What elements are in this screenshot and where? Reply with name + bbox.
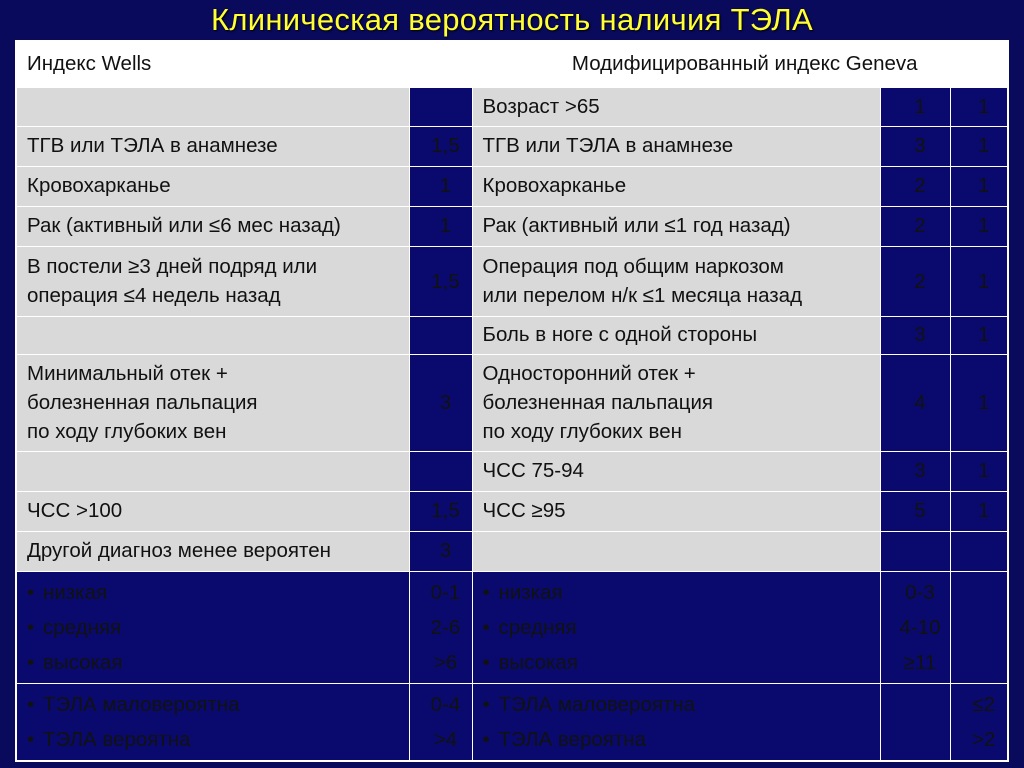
wells-header: Индекс Wells bbox=[16, 41, 472, 87]
geneva-criterion bbox=[472, 531, 880, 571]
criteria-row bbox=[16, 206, 1008, 246]
wells-score-range-value: >6 bbox=[433, 650, 458, 674]
result-label bbox=[483, 610, 880, 645]
geneva-score-range-value bbox=[891, 687, 950, 722]
geneva-criterion bbox=[472, 87, 880, 126]
wells-criterion bbox=[16, 531, 409, 571]
geneva-simplified-points: 1 bbox=[950, 126, 1008, 166]
table-body bbox=[16, 41, 1008, 761]
wells-score-range-value: >4 bbox=[433, 727, 458, 751]
result-label bbox=[27, 610, 409, 645]
wells-criterion bbox=[16, 246, 409, 316]
geneva-criterion bbox=[472, 451, 880, 491]
result-label bbox=[483, 687, 880, 722]
bullet-icon: • bbox=[27, 692, 35, 716]
wells-points bbox=[409, 316, 472, 354]
geneva-simplified-points: 1 bbox=[950, 166, 1008, 206]
geneva-result-labels bbox=[472, 683, 880, 761]
wells-criterion bbox=[16, 316, 409, 354]
geneva-criterion-line: Боль в ноге с одной стороны bbox=[482, 323, 758, 346]
result-label-text: средняя bbox=[43, 615, 122, 639]
criteria-row bbox=[16, 451, 1008, 491]
geneva-criterion-line: ТГВ или ТЭЛА в анамнезе bbox=[482, 134, 734, 157]
geneva-simplified-points: 1 bbox=[950, 354, 1008, 451]
geneva-points: 3 bbox=[880, 316, 950, 354]
geneva-simplified-range bbox=[950, 571, 1008, 683]
geneva-simplified-points: 1 bbox=[950, 451, 1008, 491]
geneva-score-range bbox=[880, 571, 950, 683]
result-label-text: ТЭЛА вероятна bbox=[498, 727, 646, 751]
wells-score-range bbox=[409, 571, 472, 683]
result-label-text: низкая bbox=[43, 580, 108, 604]
wells-criterion-line: по ходу глубоких вен bbox=[27, 420, 227, 443]
wells-points: 1,5 bbox=[409, 491, 472, 531]
wells-points: 3 bbox=[409, 531, 472, 571]
geneva-criterion bbox=[472, 166, 880, 206]
geneva-criterion bbox=[472, 206, 880, 246]
geneva-points: 3 bbox=[880, 126, 950, 166]
bullet-icon: • bbox=[27, 615, 35, 639]
bullet-icon: • bbox=[482, 615, 490, 639]
geneva-criterion-line: Операция под общим наркозом bbox=[482, 255, 784, 278]
wells-score-range-value: 2-6 bbox=[430, 615, 461, 639]
geneva-points: 3 bbox=[880, 451, 950, 491]
wells-criterion-line: операция ≤4 недель назад bbox=[27, 284, 281, 307]
result-label-text: низкая bbox=[498, 580, 563, 604]
criteria-row bbox=[16, 126, 1008, 166]
wells-score-range-value: 0-1 bbox=[430, 580, 461, 604]
probability-table bbox=[15, 40, 1009, 762]
bullet-icon: • bbox=[482, 580, 490, 604]
result-label-text: высокая bbox=[498, 650, 578, 674]
result-label-text: средняя bbox=[498, 615, 577, 639]
result-label bbox=[27, 722, 409, 757]
geneva-criterion bbox=[472, 491, 880, 531]
geneva-criterion bbox=[472, 246, 880, 316]
geneva-simplified-points: 1 bbox=[950, 246, 1008, 316]
bullet-icon: • bbox=[482, 727, 490, 751]
geneva-simplified-range-value bbox=[961, 610, 1008, 645]
wells-criterion bbox=[16, 166, 409, 206]
geneva-score-range-value: ≥11 bbox=[903, 650, 937, 674]
wells-criterion-line: Другой диагноз менее вероятен bbox=[27, 539, 331, 562]
geneva-points: 4 bbox=[880, 354, 950, 451]
geneva-criterion-line: Возраст >65 bbox=[482, 94, 600, 118]
result-label-text: высокая bbox=[43, 650, 123, 674]
criteria-row bbox=[16, 491, 1008, 531]
geneva-simplified-points: 1 bbox=[950, 206, 1008, 246]
geneva-criterion-line: ЧСС 75-94 bbox=[482, 459, 584, 482]
result-label bbox=[27, 687, 409, 722]
geneva-simplified-points: 1 bbox=[950, 87, 1008, 126]
bullet-icon: • bbox=[482, 692, 490, 716]
geneva-points: 1 bbox=[880, 87, 950, 126]
wells-result-labels bbox=[16, 683, 409, 761]
geneva-criterion-line: ЧСС ≥95 bbox=[482, 499, 566, 522]
wells-criterion bbox=[16, 206, 409, 246]
wells-criterion-line: Кровохарканье bbox=[27, 174, 171, 197]
wells-criterion bbox=[16, 87, 409, 126]
geneva-points: 2 bbox=[880, 246, 950, 316]
wells-points: 1 bbox=[409, 166, 472, 206]
wells-score-range bbox=[409, 683, 472, 761]
two-level-result-row bbox=[16, 683, 1008, 761]
page-title: Клиническая вероятность наличия ТЭЛА bbox=[211, 2, 813, 37]
geneva-points bbox=[880, 531, 950, 571]
wells-criterion-line: Минимальный отек + bbox=[27, 362, 228, 385]
wells-criterion-line: болезненная пальпация bbox=[27, 391, 258, 414]
wells-points: 3 bbox=[409, 354, 472, 451]
geneva-criterion-line: болезненная пальпация bbox=[482, 391, 714, 414]
geneva-criterion-line: по ходу глубоких вен bbox=[482, 420, 682, 443]
geneva-points: 5 bbox=[880, 491, 950, 531]
result-label bbox=[483, 575, 880, 610]
wells-criterion-line: Рак (активный или ≤6 мес назад) bbox=[27, 214, 341, 237]
criteria-row bbox=[16, 316, 1008, 354]
wells-criterion-line: ТГВ или ТЭЛА в анамнезе bbox=[27, 134, 278, 157]
wells-criterion bbox=[16, 126, 409, 166]
wells-criterion bbox=[16, 354, 409, 451]
criteria-row bbox=[16, 246, 1008, 316]
geneva-criterion bbox=[472, 316, 880, 354]
wells-points: 1 bbox=[409, 206, 472, 246]
geneva-simplified-range-value bbox=[961, 575, 1008, 610]
geneva-criterion bbox=[472, 354, 880, 451]
bullet-icon: • bbox=[482, 650, 490, 674]
wells-score-range-value: 0-4 bbox=[430, 692, 461, 716]
wells-result-labels bbox=[16, 571, 409, 683]
result-label bbox=[27, 645, 409, 680]
geneva-result-labels bbox=[472, 571, 880, 683]
result-label bbox=[27, 575, 409, 610]
geneva-simplified-range-value bbox=[961, 645, 1008, 680]
geneva-simplified-points bbox=[950, 531, 1008, 571]
wells-criterion-line: ЧСС >100 bbox=[27, 499, 123, 522]
result-label-text: ТЭЛА маловероятна bbox=[43, 692, 240, 716]
wells-points bbox=[409, 87, 472, 126]
geneva-criterion bbox=[472, 126, 880, 166]
geneva-score-range-value: 4-10 bbox=[899, 615, 941, 639]
geneva-criterion-line: Односторонний отек + bbox=[482, 362, 696, 385]
geneva-criterion-line: Кровохарканье bbox=[482, 174, 627, 197]
wells-points bbox=[409, 451, 472, 491]
geneva-header: Модифицированный индекс Geneva bbox=[472, 41, 1008, 87]
geneva-simplified-points: 1 bbox=[950, 316, 1008, 354]
geneva-score-range-value bbox=[891, 722, 950, 757]
geneva-score-range bbox=[880, 683, 950, 761]
wells-criterion bbox=[16, 451, 409, 491]
result-label-text: ТЭЛА вероятна bbox=[43, 727, 191, 751]
wells-criterion bbox=[16, 491, 409, 531]
geneva-simplified-range bbox=[950, 683, 1008, 761]
header-row bbox=[16, 41, 1008, 87]
geneva-simplified-range-value: ≤2 bbox=[972, 692, 996, 716]
wells-points: 1,5 bbox=[409, 126, 472, 166]
geneva-criterion-line: или перелом н/к ≤1 месяца назад bbox=[482, 284, 803, 307]
geneva-points: 2 bbox=[880, 166, 950, 206]
criteria-row bbox=[16, 354, 1008, 451]
bullet-icon: • bbox=[27, 650, 35, 674]
geneva-simplified-range-value: >2 bbox=[972, 727, 996, 751]
criteria-row bbox=[16, 87, 1008, 126]
result-label-text: ТЭЛА маловероятна bbox=[498, 692, 696, 716]
criteria-row bbox=[16, 166, 1008, 206]
result-label bbox=[483, 645, 880, 680]
three-level-result-row bbox=[16, 571, 1008, 683]
bullet-icon: • bbox=[27, 580, 35, 604]
geneva-points: 2 bbox=[880, 206, 950, 246]
wells-points: 1,5 bbox=[409, 246, 472, 316]
criteria-row bbox=[16, 531, 1008, 571]
wells-criterion-line: В постели ≥3 дней подряд или bbox=[27, 255, 318, 278]
geneva-simplified-points: 1 bbox=[950, 491, 1008, 531]
bullet-icon: • bbox=[27, 727, 35, 751]
geneva-score-range-value: 0-3 bbox=[905, 580, 935, 604]
result-label bbox=[483, 722, 880, 757]
geneva-criterion-line: Рак (активный или ≤1 год назад) bbox=[482, 214, 791, 237]
